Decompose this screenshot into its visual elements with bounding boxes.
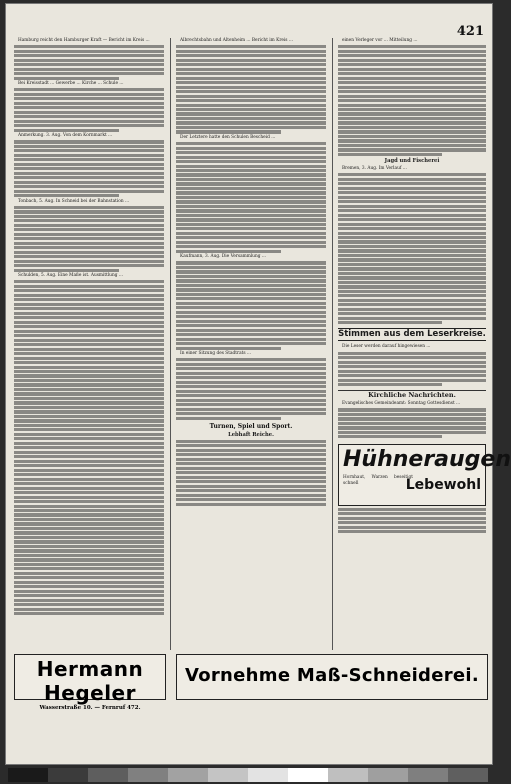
gray-swatch xyxy=(288,768,328,782)
column-rule xyxy=(170,38,171,650)
advert-text: Hornhaut, Warzen beseitigt schnell xyxy=(343,475,413,486)
gray-swatch xyxy=(88,768,128,782)
gray-swatch xyxy=(368,768,408,782)
paragraph: Bei Kreisstadt ... Gewerbe ... Kirche ... Schule ... xyxy=(18,81,124,87)
paragraph: einen Verleger vor ... Mitteilung ... xyxy=(342,38,418,43)
gray-swatch xyxy=(248,768,288,782)
readers-voices-heading: Stimmen aus dem Leserkreise. xyxy=(338,329,486,340)
hegeler-advertisement xyxy=(14,654,166,711)
paragraph: Kaufmann, 3. Aug. Die Versammlung ... xyxy=(180,254,266,260)
column-rule xyxy=(332,38,333,650)
gray-swatch xyxy=(48,768,88,782)
column-1 xyxy=(14,38,164,650)
paragraph: Evangelisches Gemeindeamt: Sonntag Gottesdienst ... xyxy=(342,401,461,407)
paragraph: Hamburg reicht den Hamburger Kraft — Bericht im Kreis ... xyxy=(18,38,150,43)
tailor-advertisement xyxy=(176,654,488,700)
gray-scale-calibration-bar xyxy=(8,768,488,782)
advert-name: Vornehme Maß-Schneiderei. xyxy=(184,665,480,686)
section-heading: Turnen, Spiel und Sport. xyxy=(209,422,293,430)
page-number: 421 xyxy=(456,24,484,39)
paragraph: Tonbach, 5. Aug. In Schneid bei der Bahnstation ... xyxy=(18,198,130,204)
gray-swatch xyxy=(8,768,48,782)
column-3 xyxy=(338,38,511,650)
gray-swatch xyxy=(408,768,448,782)
corn-remedy-advertisement xyxy=(338,444,511,506)
paragraph: Der Letztere hatte den Schulen Bescheid ... xyxy=(180,134,276,140)
paragraph: Schulden, 5. Aug. Eine Maße ist. Ausmittlung ... xyxy=(18,273,123,279)
paragraph: Bremen, 3. Aug. Im Verlauf ... xyxy=(342,166,407,172)
gray-swatch xyxy=(208,768,248,782)
advert-title: Hühneraugen xyxy=(343,447,511,473)
paragraph: Die Leser werden darauf hingewiesen ... xyxy=(342,344,431,350)
paragraph: In einer Sitzung des Stadtrats ... xyxy=(180,351,252,357)
church-news-heading: Kirchliche Nachrichten. xyxy=(338,390,486,399)
section-subheading: Lebhaft Reiche. xyxy=(228,431,274,438)
paragraph: Anmerkung. 3. Aug. Von dem Kornmarkt ... xyxy=(18,133,113,139)
gray-swatch xyxy=(328,768,368,782)
gray-swatch xyxy=(128,768,168,782)
newspaper-page xyxy=(6,4,511,764)
gray-swatch xyxy=(448,768,488,782)
advert-brand: Lebewohl xyxy=(405,477,481,494)
advert-name: Hermann Hegeler xyxy=(36,657,144,705)
gray-swatch xyxy=(168,768,208,782)
column-2 xyxy=(176,38,326,650)
section-subheading: Jagd und Fischerei xyxy=(384,158,440,165)
paragraph: Albrechtsbahn und Altenheim ... Bericht im Kreis ... xyxy=(180,38,293,43)
advert-address: Wasserstraße 10. — Fernruf 472. xyxy=(39,705,141,711)
